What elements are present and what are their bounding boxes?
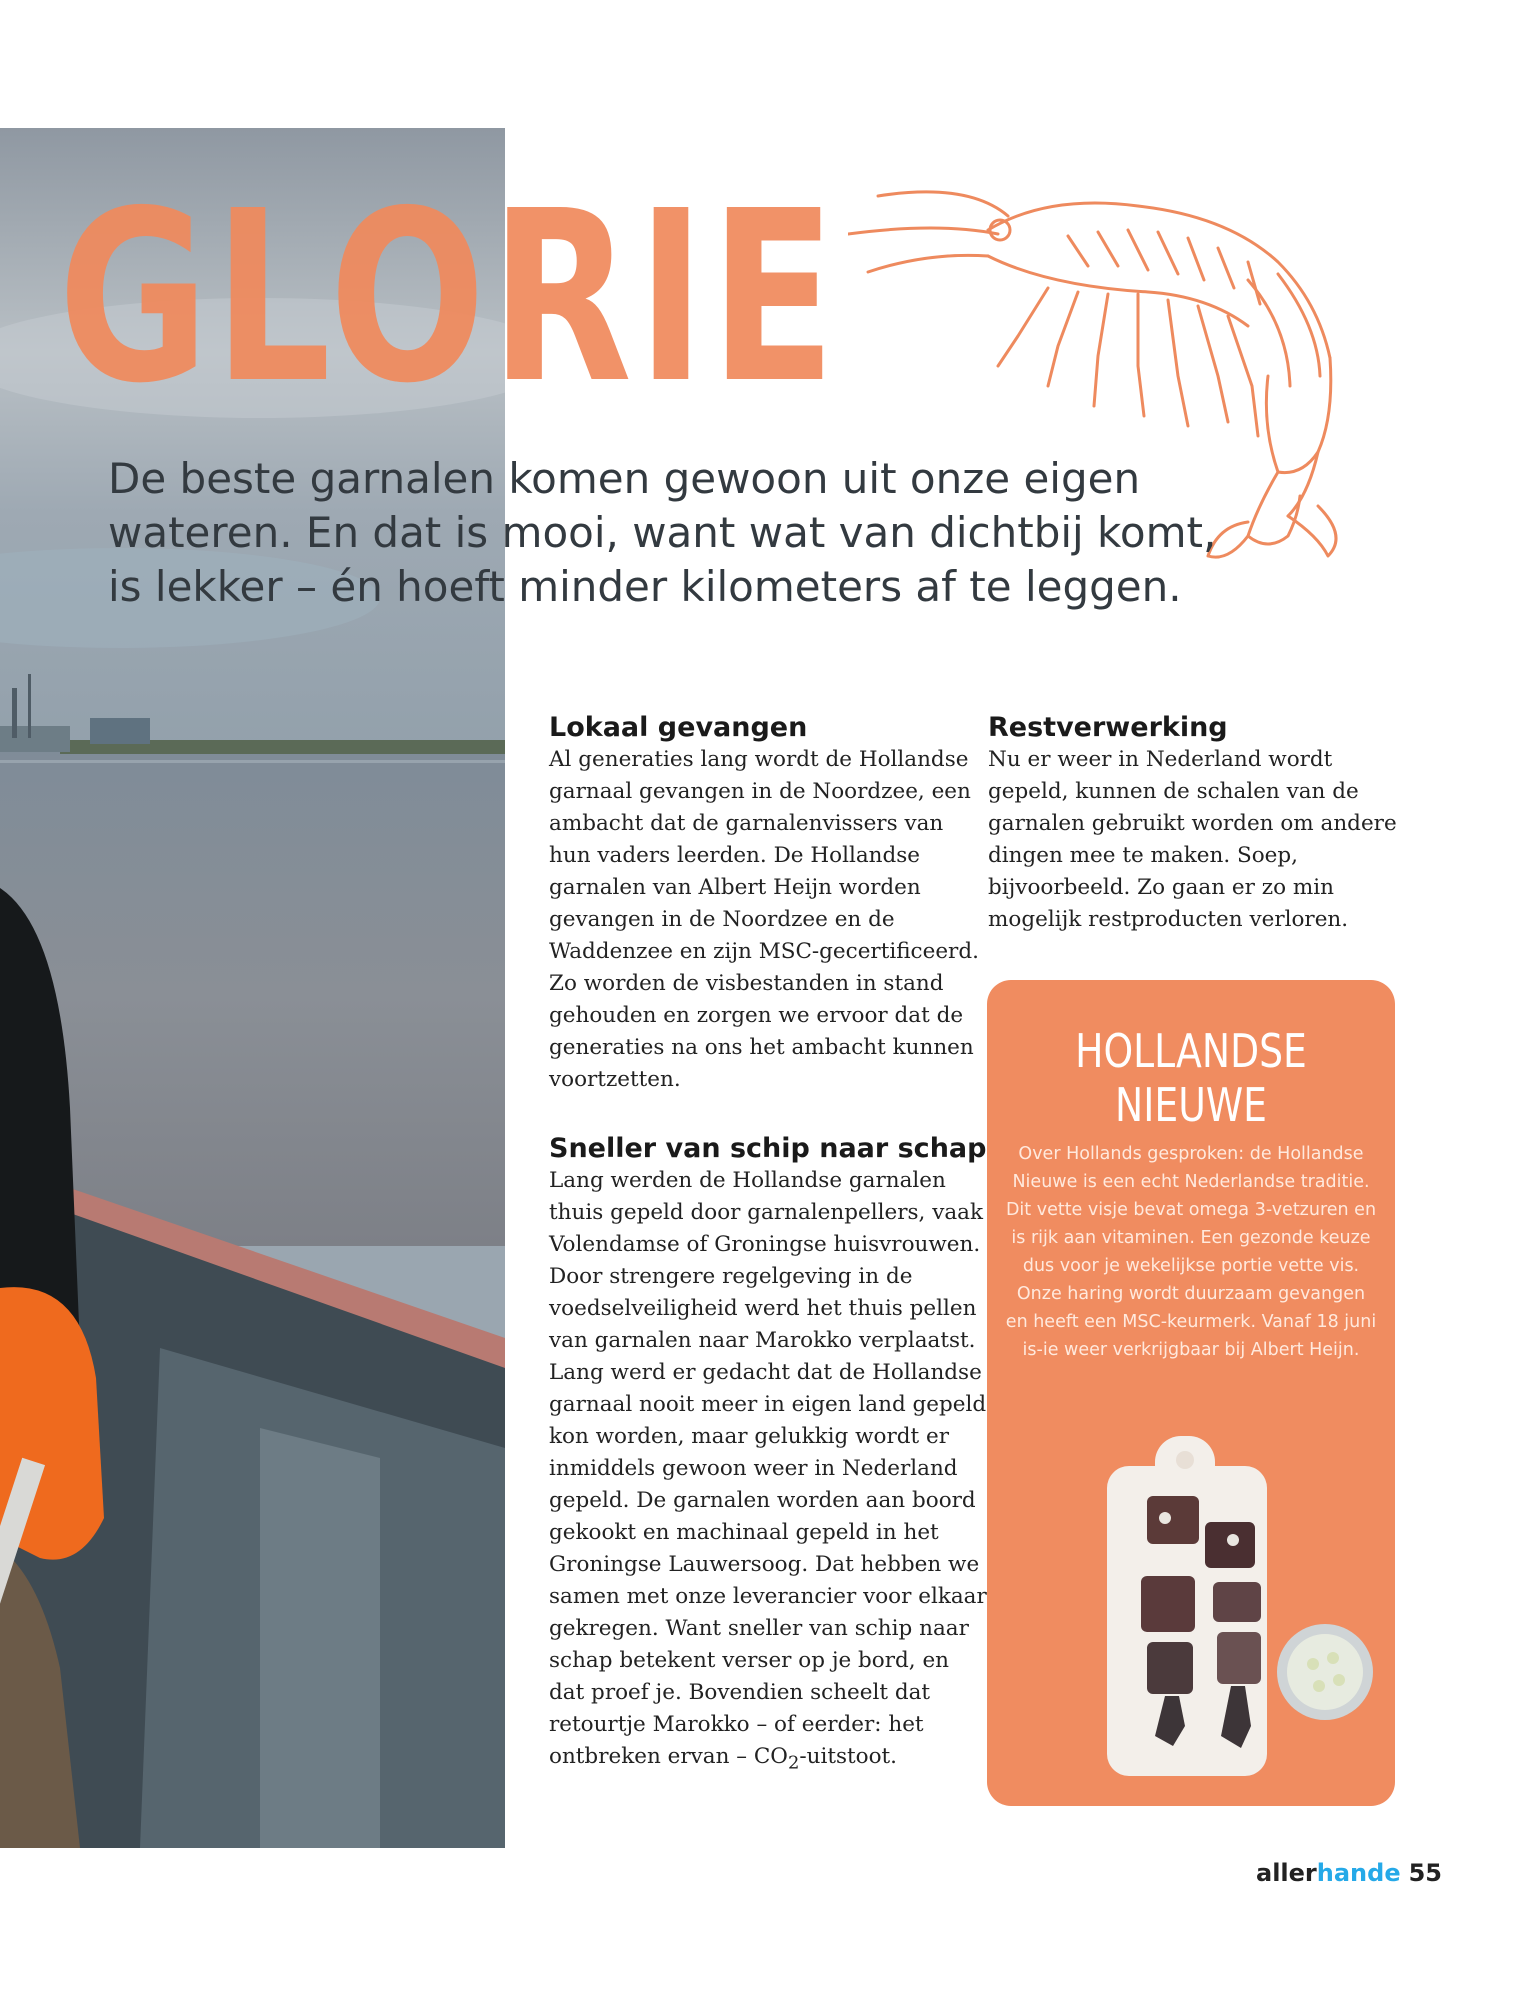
page-number: 55 (1408, 1859, 1442, 1887)
section-body-sneller (549, 1165, 989, 1779)
hollandse-nieuwe-sidebar (987, 980, 1395, 1806)
article-column-left (549, 711, 989, 1779)
magazine-brand-footer (1256, 1858, 1442, 1888)
section-body-sneller-text: Lang werden de Hollandse garnalen thuis gepeld door garnalenpellers, vaak Volendamse of Groningse huisvrouwen. Door strengere regelgeving in de voedselveiligheid werd het thuis pellen van garnalen naar Marokko verplaatst. Lang werd er gedacht dat de Hollandse garnaal nooit meer in eigen land gepeld kon worden, maar gelukkig wordt er inmiddels gewoon weer in Nederland gepeld. De garnalen worden aan boord gekookt en machinaal gepeld in het Groningse Lauwersoog. Dat hebben we samen met onze leverancier voor elkaar gekregen. Want sneller van schip naar schap betekent verser op je bord, en dat proef je. Bovendien scheelt dat retourtje Marokko – of eerder: het ontbreken ervan – CO (549, 1168, 987, 1769)
section-body-sneller-end: -uitstoot. (799, 1744, 898, 1769)
brand-name-part1: aller (1256, 1859, 1317, 1887)
section-heading-restverwerking: Restverwerking (988, 712, 1228, 743)
section-body-restverwerking: Nu er weer in Nederland wordt gepeld, kunnen de schalen van de garnalen gebruikt worden om andere dingen mee te maken. Soep, bijvoorbeeld. Zo gaan er zo min mogelijk restproducten verloren. (988, 747, 1397, 932)
sidebar-text: Over Hollands gesproken: de Hollandse Nieuwe is een echt Nederlandse traditie. Dit vette visje bevat omega 3-vetzuren en is rijk aan vitaminen. Een gezonde keuze dus voor je wekelijkse portie vette vis. Onze haring wordt duurzaam gevangen en heeft een MSC-keurmerk. Vanaf 18 juni is-ie weer verkrijgbaar bij Albert Heijn. (1005, 1144, 1377, 1360)
sidebar-title-line1: HOLLANDSE (1075, 1024, 1307, 1078)
co2-subscript: 2 (787, 1752, 800, 1774)
brand-name-part2: hande (1316, 1859, 1401, 1887)
article-column-right (988, 711, 1408, 936)
headline: GLORIE (58, 160, 841, 435)
herring-board-photo (1095, 1436, 1380, 1781)
section-heading-lokaal: Lokaal gevangen (549, 712, 808, 743)
section-heading-sneller: Sneller van schip naar schap (549, 1133, 987, 1164)
section-body-lokaal: Al generaties lang wordt de Hollandse garnaal gevangen in de Noordzee, een ambacht dat de garnalenvissers van hun vaders leerden. De Hollandse garnalen van Albert Heijn worden gevangen in de Noordzee en de Waddenzee en zijn MSC-gecertificeerd. Zo worden de visbestanden in stand gehouden en zorgen we ervoor dat de generaties na ons het ambacht kunnen voortzetten. (549, 747, 979, 1092)
sidebar-title-line2: NIEUWE (1115, 1078, 1267, 1132)
intro-text: De beste garnalen komen gewoon uit onze eigen wateren. En dat is mooi, want wat van dichtbij komt, is lekker – én hoeft minder kilometers af te leggen. (108, 454, 1217, 611)
sidebar-title (1024, 1024, 1359, 1132)
